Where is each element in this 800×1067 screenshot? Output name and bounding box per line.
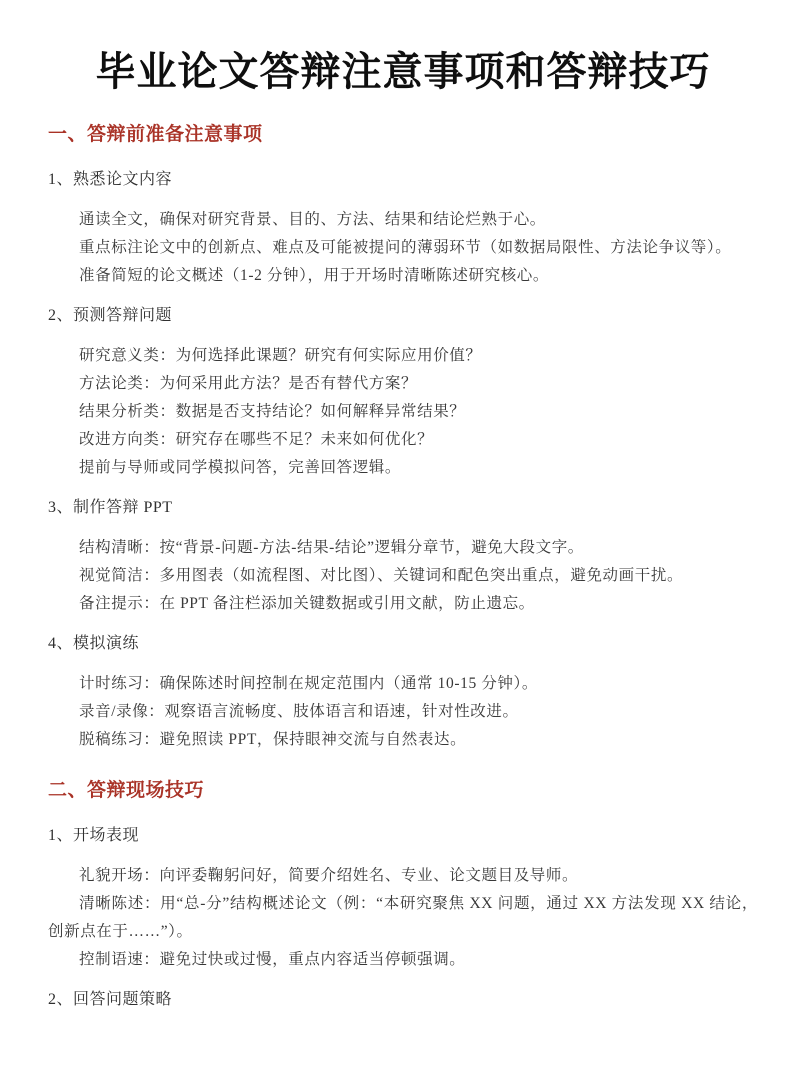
subsection (48, 166, 758, 290)
paragraph: 提前与导师或同学模拟问答，完善回答逻辑。 (79, 459, 402, 476)
subsection-items (48, 862, 758, 974)
subsection (48, 822, 758, 974)
paragraph: 脱稿练习：避免照读 PPT，保持眼神交流与自然表达。 (79, 731, 467, 748)
document-section (48, 776, 758, 1014)
subsection (48, 630, 758, 754)
paragraph: 通读全文，确保对研究背景、目的、方法、结果和结论烂熟于心。 (79, 211, 546, 228)
paragraph: 录音/录像：观察语言流畅度、肢体语言和语速，针对性改进。 (79, 703, 519, 720)
section-heading: 一、答辩前准备注意事项 (48, 124, 263, 145)
document-title: 毕业论文答辩注意事项和答辩技巧 (95, 50, 711, 94)
subsection (48, 302, 758, 482)
paragraph: 准备简短的论文概述（1-2 分钟），用于开场时清晰陈述研究核心。 (79, 267, 549, 284)
subsection (48, 986, 758, 1014)
subsection-heading: 4、模拟演练 (48, 635, 140, 652)
section-body (48, 822, 758, 1014)
paragraph: 方法论类：为何采用此方法？是否有替代方案？ (79, 375, 418, 392)
subsection-heading: 3、制作答辩 PPT (48, 499, 173, 516)
paragraph: 礼貌开场：向评委鞠躬问好，简要介绍姓名、专业、论文题目及导师。 (79, 867, 579, 884)
subsection-items (48, 342, 758, 482)
paragraph: 计时练习：确保陈述时间控制在规定范围内（通常 10-15 分钟）。 (79, 675, 538, 692)
paragraph: 结构清晰：按“背景-问题-方法-结果-结论”逻辑分章节，避免大段文字。 (79, 539, 584, 556)
section-heading: 二、答辩现场技巧 (48, 780, 205, 801)
paragraph: 重点标注论文中的创新点、难点及可能被提问的薄弱环节（如数据局限性、方法论争议等）。 (79, 239, 732, 256)
document-section (48, 120, 758, 754)
subsection-items (48, 534, 758, 618)
subsection-items (48, 206, 758, 290)
paragraph: 改进方向类：研究存在哪些不足？未来如何优化？ (79, 431, 434, 448)
paragraph: 结果分析类：数据是否支持结论？如何解释异常结果？ (79, 403, 466, 420)
section-body (48, 166, 758, 754)
subsection-heading: 1、熟悉论文内容 (48, 171, 173, 188)
paragraph: 视觉简洁：多用图表（如流程图、对比图）、关键词和配色突出重点，避免动画干扰。 (79, 567, 684, 584)
subsection-heading: 2、预测答辩问题 (48, 307, 173, 324)
subsection (48, 494, 758, 618)
paragraph: 控制语速：避免过快或过慢，重点内容适当停顿强调。 (79, 951, 466, 968)
subsection-heading: 2、回答问题策略 (48, 991, 173, 1008)
paragraph: 备注提示：在 PPT 备注栏添加关键数据或引用文献，防止遗忘。 (79, 595, 535, 612)
paragraph: 清晰陈述：用“总-分”结构概述论文（例：“本研究聚焦 XX 问题，通过 XX 方法发现 XX 结论，创新点在于……”）。 (48, 895, 758, 940)
subsection-items (48, 670, 758, 754)
subsection-heading: 1、开场表现 (48, 827, 140, 844)
document-sections (48, 120, 758, 1014)
paragraph: 研究意义类：为何选择此课题？研究有何实际应用价值？ (79, 347, 482, 364)
